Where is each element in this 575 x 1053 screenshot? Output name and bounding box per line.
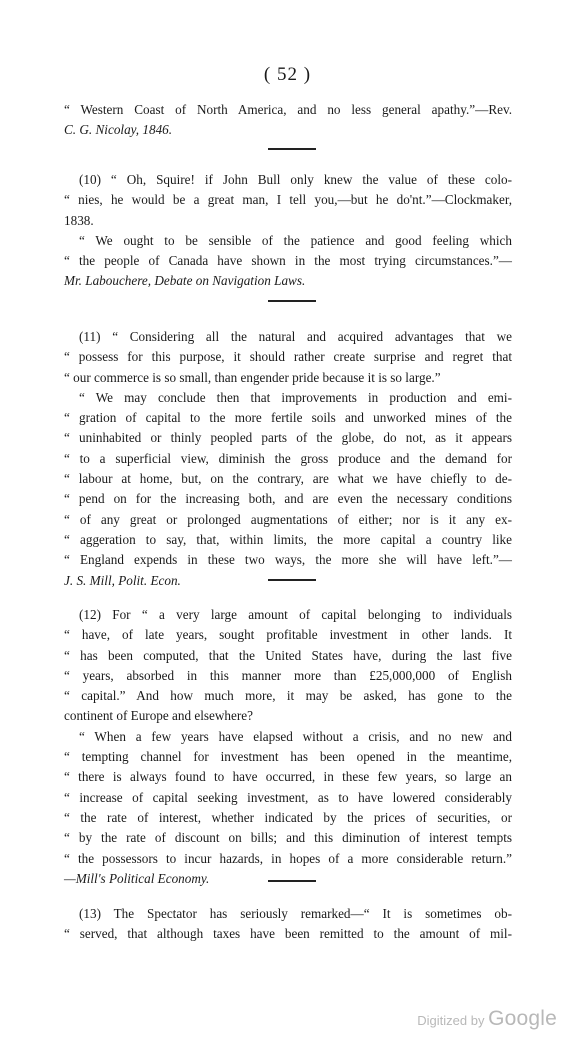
google-logo-text: Google [488, 1007, 557, 1030]
page-number: ( 52 ) [263, 64, 312, 85]
digitized-by-google-watermark [417, 1007, 557, 1031]
text-line: “ We may conclude then that improvements in production and emi- [79, 389, 512, 405]
text-line: “ nies, he would be a great man, I tell you,—but he do'nt.”—Clockmaker, [64, 192, 512, 208]
text-line: (10) “ Oh, Squire! if John Bull only knew the value of these colo- [79, 172, 512, 187]
text-line: “ the people of Canada have shown in the most trying circumstances.”— [64, 253, 512, 269]
text-line: “ increase of capital seeking investment, as to have lowered considerably [64, 789, 512, 805]
text-line: (11) “ Considering all the natural and acquired advantages that we [79, 329, 512, 344]
text-line: “ labour at home, but, on the contrary, are what we have chiefly to de- [64, 471, 512, 487]
text-line: “ England expends in these two ways, the more she will have left.”— [64, 552, 512, 568]
note-13 [64, 904, 512, 945]
note-12 [64, 605, 512, 889]
text-line: “ possess for this purpose, it should rather create surprise and regret that [64, 349, 512, 365]
text-line: “ pend on for the increasing both, and are even the necessary conditions [64, 491, 512, 507]
note-10 [64, 170, 512, 292]
text-line: “ We ought to be sensible of the patience and good feeling which [79, 232, 512, 248]
text-line: (13) The Spectator has seriously remarked—“ It is sometimes ob- [79, 906, 512, 921]
text-line: “ tempting channel for investment has been opened in the meantime, [64, 749, 512, 765]
text-line: “ there is always found to have occurred, in these few years, so large an [64, 769, 512, 785]
text-line: “ aggeration to say, that, within limits, the more capital a country like [64, 531, 512, 547]
text-line: 1838. [64, 212, 94, 228]
text-line: “ served, that although taxes have been remitted to the amount of mil- [64, 926, 512, 942]
text-line: (12) For “ a very large amount of capital belonging to individuals [79, 607, 512, 622]
watermark-prefix: Digitized by [417, 1013, 489, 1028]
text-line: “ capital.” And how much more, it may be asked, has gone to the [64, 688, 512, 704]
section-divider [268, 148, 316, 150]
text-line: “ of any great or prolonged augmentations of either; nor is it any ex- [64, 511, 512, 527]
citation-line: Mr. Labouchere, Debate on Navigation Laws. [64, 273, 306, 289]
note-11 [64, 327, 512, 591]
text-line: “ the rate of interest, whether indicated by the prices of securities, or [64, 809, 512, 825]
citation-line: J. S. Mill, Polit. Econ. [64, 572, 181, 588]
text-line: “ to a superficial view, diminish the gross produce and the demand for [64, 450, 512, 466]
text-line: “ When a few years have elapsed without a crisis, and no new and [79, 728, 512, 744]
text-line: continent of Europe and elsewhere? [64, 708, 253, 724]
section-divider [268, 579, 316, 581]
text-line: “ uninhabited or thinly peopled parts of the globe, do not, as it appears [64, 430, 512, 446]
text-line: “ years, absorbed in this manner more than £25,000,000 of English [64, 667, 512, 683]
text-line: “ has been computed, that the United States have, during the last five [64, 647, 512, 663]
text-line: “ by the rate of discount on bills; and this diminution of interest tempts [64, 830, 512, 846]
text-line: “ have, of late years, sought profitable investment in other lands. It [64, 627, 512, 643]
section-divider [268, 880, 316, 882]
text-line: “ Western Coast of North America, and no less general apathy.”—Rev. [64, 102, 512, 117]
text-line: “ our commerce is so small, than engender pride because it is so large.” [64, 369, 441, 385]
citation-line: C. G. Nicolay, 1846. [64, 122, 173, 138]
text-line: “ gration of capital to the more fertile soils and unworked mines of the [64, 410, 512, 426]
citation-line: —Mill's Political Economy. [64, 870, 210, 886]
text-line: “ the possessors to incur hazards, in hopes of a more considerable return.” [64, 850, 512, 866]
section-divider [268, 300, 316, 302]
quote-block-continuation [64, 100, 512, 141]
